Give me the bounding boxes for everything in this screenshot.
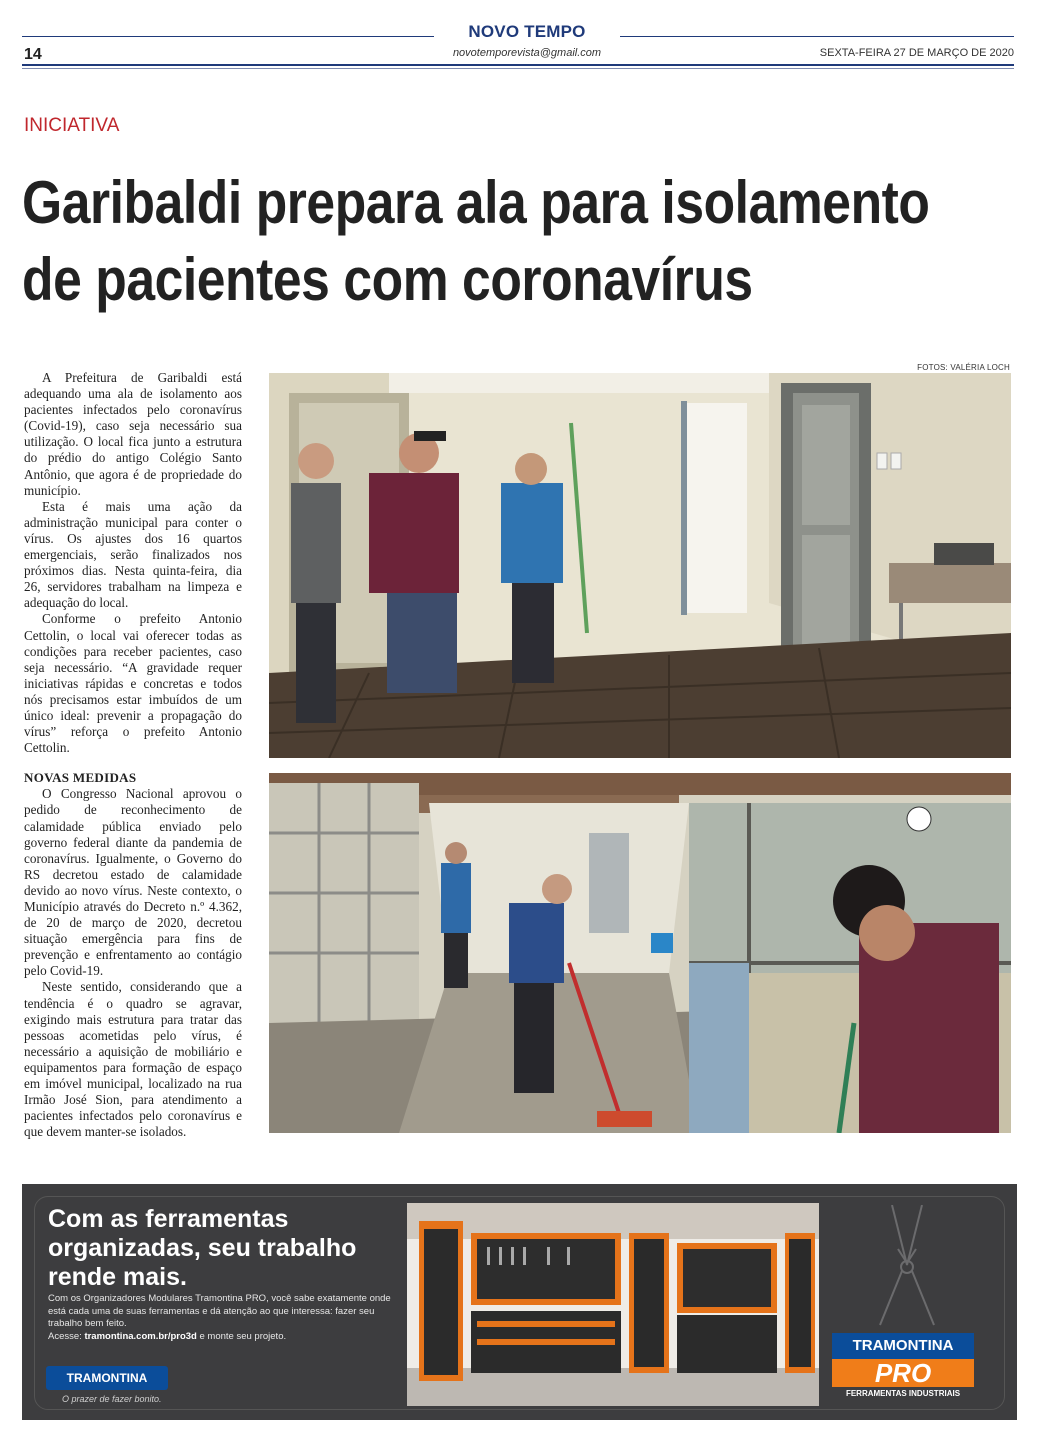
body-paragraph: Conforme o prefeito Antonio Cettolin, o local vai oferecer todas as condições para receber pacientes, caso seja necessário. “A gravidade requer iniciativas rápidas e concretas e todos nós precisamos estar imbuídos de um único ideal: prevenir a propagação do vírus” reforça o prefeito Antonio Cettolin. xyxy=(24,611,242,756)
ad-photo-tool-cabinets xyxy=(407,1203,819,1406)
issue-date: SEXTA-FEIRA 27 DE MARÇO DE 2020 xyxy=(819,47,1014,59)
body-paragraph: A Prefeitura de Garibaldi está adequando uma ala de isolamento aos pacientes infectados pelo coronavírus (Covid-19), caso seja necessário sua utilização. O local fica junto a estrutura do prédio do antigo Colégio Santo Antônio, que agora é de propriedade do município. xyxy=(24,370,242,498)
tramontina-pro-brand xyxy=(832,1333,974,1397)
headline-line-2: de pacientes com coronavírus xyxy=(22,246,753,313)
body-paragraph: Esta é mais uma ação da administração municipal para conter o vírus. Os ajustes dos 16 quartos emergenciais, serão finalizados nos próximos dias. Nesta quinta-feira, dia 26, servidores trabalham na limpeza e adequação do local. xyxy=(24,498,242,611)
page-number: 14 xyxy=(24,46,42,63)
pliers-icon xyxy=(862,1205,952,1327)
photo-credit: FOTOS: VALÉRIA LOCH xyxy=(917,363,1010,372)
ad-url-link[interactable]: tramontina.com.br/pro3d xyxy=(84,1330,197,1342)
ad-copy xyxy=(48,1293,393,1343)
article-body xyxy=(24,370,242,1140)
headline-line-1: Garibaldi prepara ala para isolamento xyxy=(22,169,930,236)
ad-slogan: O prazer de fazer bonito. xyxy=(62,1394,162,1404)
brand-name: TRAMONTINA xyxy=(832,1333,974,1359)
ad-access-prefix: Acesse: xyxy=(48,1330,85,1342)
headline xyxy=(22,164,930,318)
photo-cleaning-illustration xyxy=(269,773,1011,1133)
header-divider-thin xyxy=(22,68,1014,69)
subheading: NOVAS MEDIDAS xyxy=(24,770,137,786)
tool-cabinets-illustration xyxy=(407,1203,819,1406)
ad-headline: Com as ferramentas organizadas, seu trabalho rende mais. xyxy=(48,1205,357,1291)
masthead-rule-left xyxy=(22,36,434,37)
photo-officials-in-room xyxy=(269,373,1011,758)
brand-pro: PRO xyxy=(832,1359,974,1387)
body-paragraph: Neste sentido, considerando que a tendência é o quadro se agravar, exigindo mais estrutura para tratar das pessoas acometidas pelo vírus, é necessário a aquisição de mobiliário e equipamentos para formação de espaço em imóvel municipal, localizado na rua Irmão José Sion, para atendimento a pacientes infectados pelo coronavírus e que devem manter-se isolados. xyxy=(24,979,242,1140)
masthead: NOVO TEMPO xyxy=(468,22,586,41)
photo-staff-cleaning xyxy=(269,773,1011,1133)
photo-officials-illustration xyxy=(269,373,1011,758)
body-paragraph: O Congresso Nacional aprovou o pedido de reconhecimento de calamidade pública enviado pelo governo federal diante da pandemia de coronavírus. Igualmente, o Governo do RS decretou estado de calamidade devido ao novo vírus. Neste contexto, o Município através do Decreto n.º 4.362, de 20 de março de 2020, decretou situação emergência para fins de prevenção e enfrentamento ao contágio pelo Covid-19. xyxy=(24,786,242,979)
header-divider xyxy=(22,64,1014,66)
tramontina-logo: TRAMONTINA xyxy=(46,1366,168,1390)
ad-access-suffix: e monte seu projeto. xyxy=(196,1330,287,1342)
contact-email[interactable]: novotemporevista@gmail.com xyxy=(452,47,602,59)
ad-copy-text: Com os Organizadores Modulares Tramontina PRO, você sabe exatamente onde está cada uma de suas ferramentas e dá atenção ao que interessa: fazer seu trabalho bem feito. xyxy=(48,1293,391,1329)
section-tag: INICIATIVA xyxy=(24,115,120,136)
brand-tagline: FERRAMENTAS INDUSTRIAIS xyxy=(845,1389,961,1398)
masthead-rule-right xyxy=(620,36,1014,37)
